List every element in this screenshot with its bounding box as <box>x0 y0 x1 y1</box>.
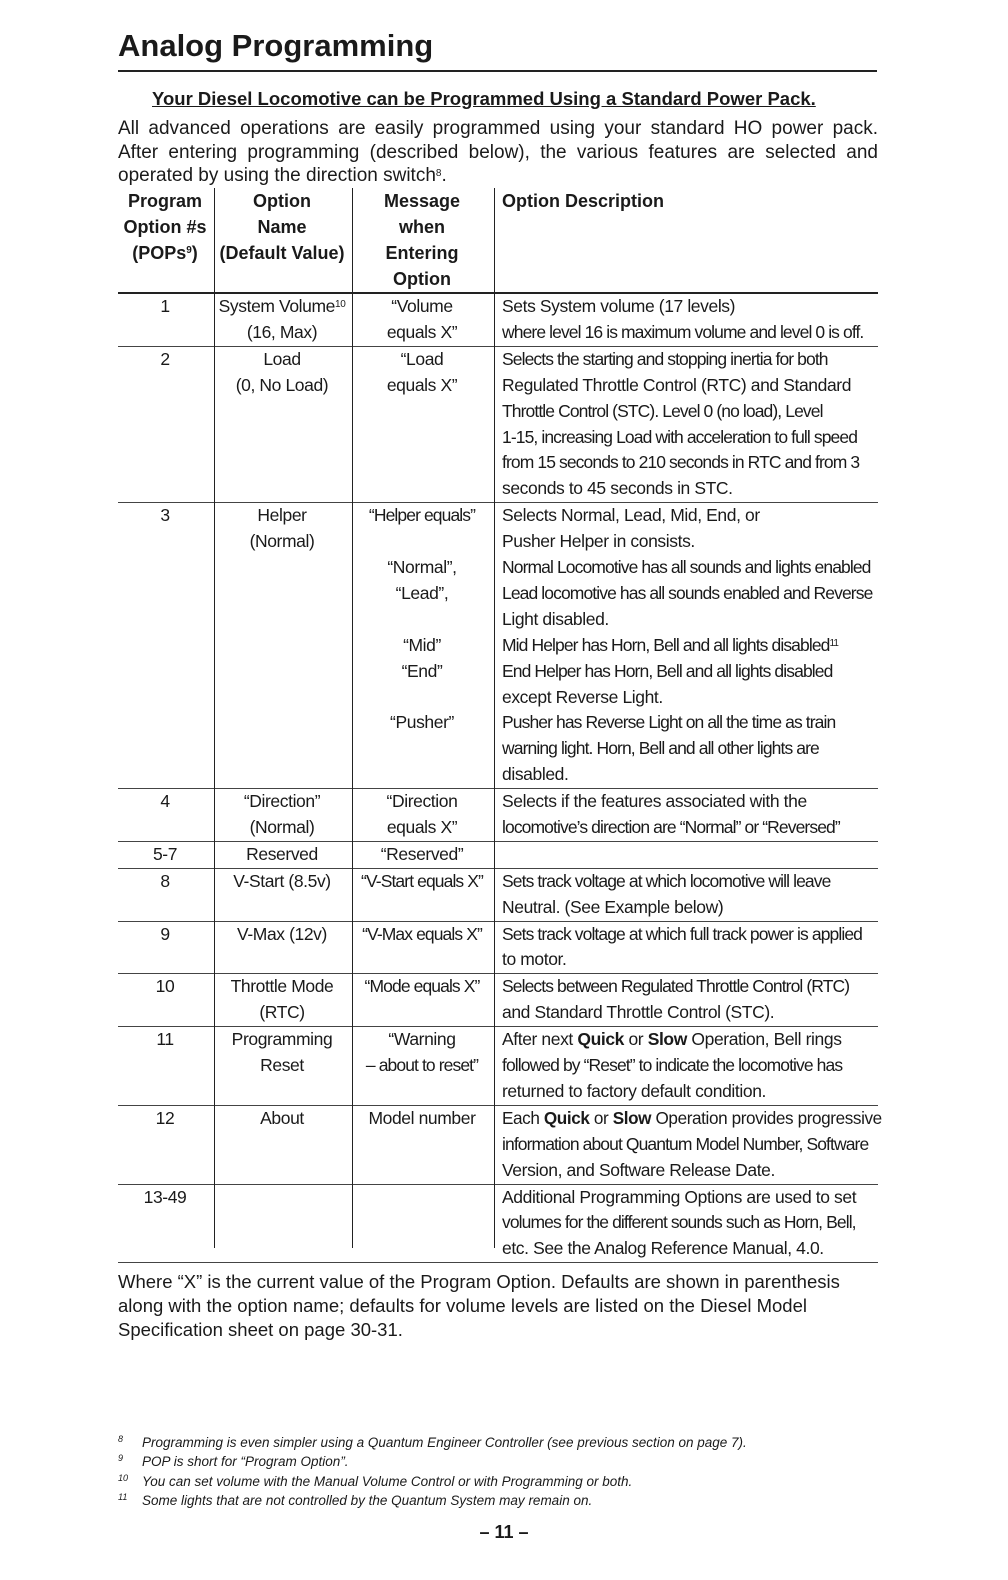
header-option-name <box>214 188 350 292</box>
option-name <box>214 789 350 841</box>
header-line: Option <box>253 191 311 211</box>
option-description-line: Version, and Software Release Date. <box>502 1159 775 1180</box>
table-body <box>118 294 882 1263</box>
footnote-mark: 9 <box>118 1453 124 1464</box>
entry-message <box>352 789 492 841</box>
option-description-line: and Standard Throttle Control (STC). <box>502 1002 775 1023</box>
footnote-text: POP is short for “Program Option”. <box>142 1454 349 1470</box>
column-divider <box>494 188 495 1248</box>
footnote-ref: 8 <box>435 168 442 179</box>
entry-message-line: “Warning <box>388 1029 456 1050</box>
entry-message <box>352 347 492 399</box>
option-name-line: “Direction” <box>243 791 321 812</box>
option-name-line: Throttle Mode <box>230 976 334 997</box>
option-description-line: locomotive’s direction are “Normal” or “Reversed” <box>502 816 840 837</box>
footnote-ref: 10 <box>335 299 346 310</box>
intro-end: . <box>441 165 447 186</box>
footnote-text: Some lights that are not controlled by the Quantum System may remain on. <box>142 1492 593 1508</box>
option-name-line: Reset <box>260 1055 304 1076</box>
header-line: Name <box>257 217 307 237</box>
pop-number: 13-49 <box>143 1186 187 1207</box>
entry-message-line <box>352 607 492 633</box>
option-description-line: Normal Locomotive has all sounds and lights enabled <box>502 557 871 577</box>
option-description-line: returned to factory default condition. <box>502 1080 766 1101</box>
header-line: Option <box>393 269 451 289</box>
option-name-line: (Normal) <box>249 816 315 837</box>
desc-bold: Slow <box>647 1029 687 1050</box>
option-description-line: Throttle Control (STC). Level 0 (no load), Level <box>502 400 823 421</box>
option-name-line: Programming <box>231 1029 333 1050</box>
column-divider <box>214 188 215 1248</box>
option-description <box>502 789 882 841</box>
option-name-line: (Normal) <box>249 531 315 552</box>
table-row <box>118 503 878 789</box>
entry-message-line: Model number <box>368 1107 476 1128</box>
option-description-line: volumes for the different sounds such as Horn, Bell, <box>502 1212 856 1233</box>
desc-text: Operation provides progressive <box>651 1107 882 1128</box>
option-description <box>502 974 882 1026</box>
entry-message-line: “V-Start equals X” <box>361 870 483 891</box>
footnote <box>118 1452 878 1471</box>
entry-message-line: equals X” <box>386 321 458 342</box>
option-description-line: Selects between Regulated Throttle Control (RTC) <box>502 976 850 997</box>
footnote-mark: 10 <box>118 1472 129 1483</box>
option-name <box>214 842 350 868</box>
header-line: (Default Value) <box>219 243 345 263</box>
entry-message-line: “Volume <box>391 296 453 316</box>
entry-message-line: equals X” <box>386 374 458 395</box>
footnote-ref: 11 <box>829 637 839 649</box>
desc-text: Each <box>502 1107 544 1128</box>
table-row <box>118 347 878 503</box>
option-description <box>502 294 882 346</box>
option-name-line <box>214 294 350 320</box>
entry-message <box>352 1027 492 1079</box>
option-description-line <box>502 1027 882 1053</box>
entry-message-line: “Mode equals X” <box>364 976 480 997</box>
pop-number: 9 <box>160 923 170 944</box>
option-description <box>502 922 882 974</box>
header-message <box>352 188 492 292</box>
desc-text: After next <box>502 1029 578 1050</box>
option-description-line: Pusher has Reverse Light on all the time as train <box>502 712 836 733</box>
entry-message-line: “Mid” <box>403 634 441 655</box>
footnote-mark: 8 <box>118 1434 124 1444</box>
option-description-line: Sets System volume (17 levels) <box>502 296 736 316</box>
pop-number: 1 <box>160 296 170 316</box>
option-description <box>502 1106 882 1184</box>
desc-bold: Quick <box>577 1029 624 1050</box>
page-number: – 11 – <box>479 1522 529 1542</box>
option-description-line: End Helper has Horn, Bell and all lights disabled <box>502 660 833 681</box>
page-title: Analog Programming <box>118 28 434 63</box>
header-line: Entering <box>385 243 459 263</box>
entry-message-line: “Direction <box>386 791 458 812</box>
option-name-line: About <box>260 1107 304 1128</box>
entry-message-line: “Pusher” <box>390 712 454 733</box>
option-name <box>214 869 350 895</box>
option-name-line: Load <box>263 348 301 369</box>
option-description-line: Sets track voltage at which locomotive will leave <box>502 870 831 891</box>
option-description-line: information about Quantum Model Number, Software <box>502 1133 869 1154</box>
subtitle: Your Diesel Locomotive can be Programmed Using a Standard Power Pack. <box>152 88 816 109</box>
header-line <box>118 240 212 266</box>
entry-message-line: “Load <box>400 348 444 369</box>
option-name <box>214 294 350 346</box>
pop-number: 10 <box>155 976 175 997</box>
entry-message-line <box>352 529 492 555</box>
footnote-text: Programming is even simpler using a Quantum Engineer Controller (see previous section on page 7). <box>142 1435 747 1450</box>
option-name <box>214 1106 350 1132</box>
footnote <box>118 1433 878 1452</box>
entry-message-line: “End” <box>401 660 443 681</box>
pop-number: 11 <box>156 1029 174 1050</box>
desc-text: or <box>589 1107 613 1128</box>
option-description <box>502 347 882 502</box>
table-row <box>118 922 878 975</box>
footnote-ref: 9 <box>186 245 192 256</box>
pop-number: 4 <box>160 791 170 812</box>
option-name-line: (16, Max) <box>246 321 318 342</box>
option-name <box>214 347 350 399</box>
table-row <box>118 974 878 1027</box>
option-description-line: etc. See the Analog Reference Manual, 4.0. <box>502 1238 824 1259</box>
entry-message <box>352 294 492 346</box>
desc-text: Mid Helper has Horn, Bell and all lights disabled <box>502 634 830 655</box>
pop-number: 2 <box>160 348 170 369</box>
header-line: Message <box>383 191 461 211</box>
option-description-line: Selects the starting and stopping inertia for both <box>502 348 828 369</box>
outro-paragraph: Where “X” is the current value of the Program Option. Defaults are shown in parenthesis along with the option name; defaults for volume levels are listed on the Diesel Model Specification sheet on page 30-31. <box>118 1271 840 1340</box>
option-description-line: from 15 seconds to 210 seconds in RTC and from 3 <box>502 452 860 473</box>
header-pops: (POPs <box>132 243 187 263</box>
option-name-line: V-Start (8.5v) <box>233 870 331 891</box>
table-header <box>118 188 878 294</box>
header-option-description: Option Description <box>502 191 664 211</box>
option-description-line: except Reverse Light. <box>502 686 663 707</box>
option-description-line: warning light. Horn, Bell and all other lights are <box>502 738 819 759</box>
entry-message <box>352 922 492 948</box>
desc-text: or <box>624 1029 648 1050</box>
footnotes <box>118 1433 878 1510</box>
program-options-table <box>118 188 882 1263</box>
intro-paragraph <box>118 117 878 188</box>
option-name <box>214 503 350 555</box>
option-description-line <box>502 1106 882 1132</box>
footnote <box>118 1472 878 1491</box>
option-description-line: Selects Normal, Lead, Mid, End, or <box>502 505 760 526</box>
header-pops-close: ) <box>191 243 198 263</box>
table-row <box>118 1027 878 1106</box>
column-divider <box>352 188 353 1248</box>
entry-message <box>352 1106 492 1132</box>
header-line: Program <box>127 191 203 211</box>
desc-bold: Quick <box>543 1107 590 1128</box>
option-description-line: seconds to 45 seconds in STC. <box>502 478 733 499</box>
footnote-text: You can set volume with the Manual Volume Control or with Programming or both. <box>142 1473 633 1489</box>
entry-message-line: “Helper equals” <box>368 505 476 526</box>
pop-number: 5-7 <box>152 843 178 864</box>
entry-message <box>352 974 492 1000</box>
table-row <box>118 869 878 922</box>
entry-message-line <box>352 685 492 711</box>
option-description-line: where level 16 is maximum volume and level 0 is off. <box>502 321 864 342</box>
pop-number: 8 <box>160 870 170 891</box>
option-name <box>214 974 350 1026</box>
table-row <box>118 1106 882 1185</box>
entry-message-line: “Normal”, <box>387 557 457 577</box>
option-name <box>214 922 350 948</box>
table-row <box>118 294 878 347</box>
entry-message-line: – about to reset” <box>365 1055 479 1076</box>
header-line: when <box>398 217 445 237</box>
option-description-line: followed by “Reset” to indicate the locomotive has <box>502 1055 843 1076</box>
entry-message-line: “Lead”, <box>395 582 449 603</box>
title-rule <box>118 70 877 72</box>
option-description-line: Pusher Helper in consists. <box>502 531 695 552</box>
option-description <box>502 503 882 788</box>
option-description-line: disabled. <box>502 764 569 785</box>
option-description-line: Regulated Throttle Control (RTC) and Standard <box>502 374 852 395</box>
option-description-line: Selects if the features associated with the <box>502 791 807 812</box>
desc-text: Operation, Bell rings <box>686 1029 842 1050</box>
table-row <box>118 789 878 842</box>
option-name-text: System Volume <box>218 296 336 316</box>
table-row <box>118 842 878 869</box>
entry-message-line: equals X” <box>386 816 458 837</box>
footnote-mark: 11 <box>118 1491 128 1502</box>
option-name-line: (0, No Load) <box>235 374 329 395</box>
option-name-line: (RTC) <box>259 1002 305 1023</box>
option-description-line: Additional Programming Options are used to set <box>502 1186 857 1207</box>
option-description <box>502 1185 882 1263</box>
header-line: Option #s <box>123 217 207 237</box>
option-description <box>502 1027 882 1105</box>
option-description-line <box>502 633 882 659</box>
entry-message <box>352 503 492 736</box>
option-description-line: to motor. <box>502 949 567 970</box>
option-name-line: Reserved <box>246 843 318 864</box>
footnote <box>118 1491 878 1510</box>
option-description-line: 1-15, increasing Load with acceleration to full speed <box>502 426 858 447</box>
entry-message <box>352 842 492 868</box>
pop-number: 12 <box>155 1107 175 1128</box>
option-name-line: V-Max (12v) <box>237 923 327 944</box>
option-name <box>214 1027 350 1079</box>
header-program-option <box>118 188 212 292</box>
option-description-line: Lead locomotive has all sounds enabled and Reverse <box>502 582 873 603</box>
option-description-line: Neutral. (See Example below) <box>502 896 724 917</box>
option-description <box>502 869 882 921</box>
desc-bold: Slow <box>612 1107 652 1128</box>
entry-message-line: “V-Max equals X” <box>362 923 482 944</box>
option-description-line: Sets track voltage at which full track power is applied <box>502 923 862 944</box>
entry-message-line: “Reserved” <box>380 843 464 864</box>
entry-message <box>352 869 492 895</box>
option-name-line: Helper <box>257 505 307 526</box>
intro-text: All advanced operations are easily programmed using your standard HO power pack. After entering programming (described below), the various features are selected and operated by using the direction switch <box>118 118 878 186</box>
table-row <box>118 1185 878 1264</box>
option-description-line: Light disabled. <box>502 608 609 629</box>
pop-number: 3 <box>160 505 170 526</box>
